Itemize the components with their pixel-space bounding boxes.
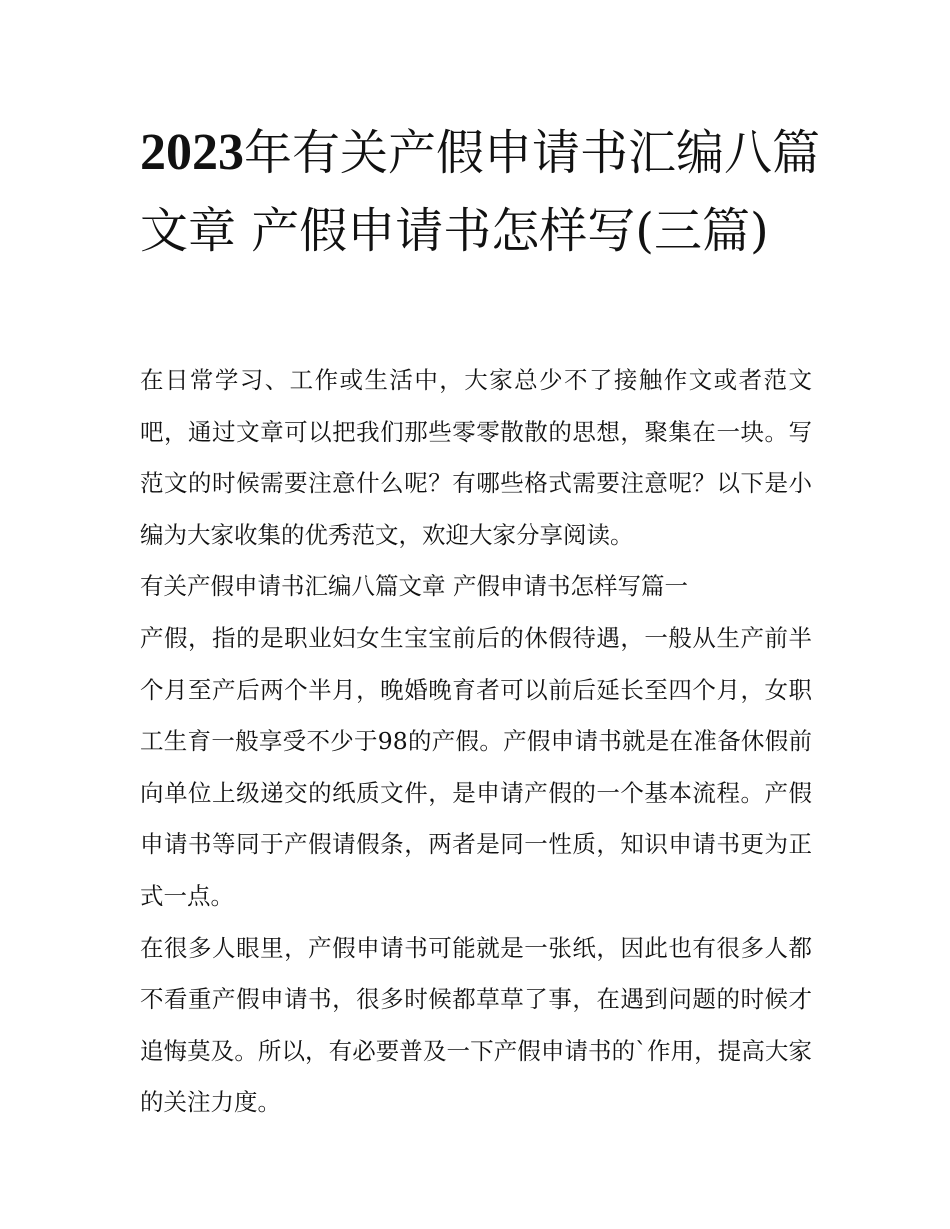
title-text: 年有关产假申请书汇编八篇文章 产假申请书怎样写(三篇) xyxy=(140,125,821,259)
section-heading: 有关产假申请书汇编八篇文章 产假申请书怎样写篇一 xyxy=(140,572,688,601)
title-year: 2023 xyxy=(140,124,244,181)
document-body xyxy=(140,355,812,1129)
body-paragraph-1: 产假，指的是职业妇女生宝宝前后的休假待遇，一般从生产前半个月至产后两个半月，晚婚晚育者可以前后延长至四个月，女职工生育一般享受不少于98的产假。产假申请书就是在准备休假前向单位上级递交的纸质文件，是申请产假的一个基本流程。产假申请书等同于产假请假条，两者是同一性质，知识申请书更为正式一点。 xyxy=(140,623,812,910)
intro-paragraph: 在日常学习、工作或生活中，大家总少不了接触作文或者范文吧，通过文章可以把我们那些零零散散的思想，聚集在一块。写范文的时候需要注意什么呢？有哪些格式需要注意呢？以下是小编为大家收集的优秀范文，欢迎大家分享阅读。 xyxy=(140,366,812,549)
body-paragraph-2: 在很多人眼里，产假申请书可能就是一张纸，因此也有很多人都不看重产假申请书，很多时候都草草了事，在遇到问题的时候才追悔莫及。所以，有必要普及一下产假申请书的`作用，提高大家的关注力度。 xyxy=(140,933,812,1117)
document-title xyxy=(140,114,830,270)
